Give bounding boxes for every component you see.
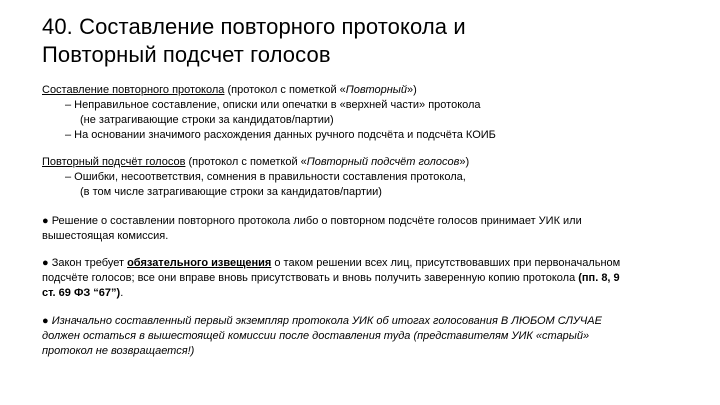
page-title xyxy=(42,13,682,69)
section-note-close: ») xyxy=(459,156,470,168)
paragraph-line: ● Решение о составлении повторного протокола либо о повторном подсчёте голосов принимает УИК или xyxy=(42,215,582,227)
law-reference: (пп. 8, 9 xyxy=(578,272,620,284)
section-heading-line xyxy=(42,83,692,98)
section-note-mark: Повторный xyxy=(345,84,408,96)
paragraph-line: вышестоящая комиссия. xyxy=(42,230,169,242)
paragraph-decision xyxy=(42,214,692,244)
paragraph-line: ● Изначально составленный первый экземпляр протокола УИК об итогах голосования В ЛЮБОМ СЛУЧАЕ xyxy=(42,315,602,327)
section-heading: Составление повторного протокола xyxy=(42,84,225,96)
paragraph-line xyxy=(42,286,692,301)
paragraph-line: должен остаться в вышестоящей комиссии после доставления туда (представителям УИК «старый» xyxy=(42,330,590,342)
paragraph-notice xyxy=(42,256,692,301)
paragraph-line: протокол не возвращается!) xyxy=(42,345,195,357)
list-item: – Ошибки, несоответствия, сомнения в правильности составления протокола, xyxy=(65,171,466,183)
list-item: (не затрагивающие строки за кандидатов/партии) xyxy=(80,114,334,126)
section-heading: Повторный подсчёт голосов xyxy=(42,156,186,168)
section-note-mark: Повторный подсчёт голосов xyxy=(306,156,460,168)
title-line-2: Повторный подсчет голосов xyxy=(42,42,331,67)
list-item: (в том числе затрагивающие строки за кандидатов/партии) xyxy=(80,186,382,198)
paragraph-text: о таком решении всех лиц, присутствовавших при первоначальном xyxy=(271,257,621,269)
paragraph-line xyxy=(42,271,692,286)
list-item: – На основании значимого расхождения данных ручного подсчёта и подсчёта КОИБ xyxy=(65,129,496,141)
section-recount xyxy=(42,155,692,200)
section-heading-line xyxy=(42,155,692,170)
section-repeat-protocol xyxy=(42,83,692,143)
paragraph-text: . xyxy=(120,287,124,299)
section-note-close: ») xyxy=(407,84,417,96)
emphasis-text: обязательного извещения xyxy=(127,257,272,269)
section-note-open: (протокол с пометкой « xyxy=(224,84,346,96)
title-line-1: 40. Составление повторного протокола и xyxy=(42,14,466,39)
paragraph-text: подсчёте голосов; все они вправе вновь присутствовать и вновь получить заверенную копию протокола xyxy=(42,272,579,284)
section-note-open: (протокол с пометкой « xyxy=(185,156,307,168)
paragraph-text: ● Закон требует xyxy=(42,257,128,269)
paragraph-line xyxy=(42,256,692,271)
law-reference: ст. 69 ФЗ “67”) xyxy=(42,287,121,299)
list-item: – Неправильное составление, описки или опечатки в «верхней части» протокола xyxy=(65,99,481,111)
paragraph-original-copy xyxy=(42,314,692,359)
